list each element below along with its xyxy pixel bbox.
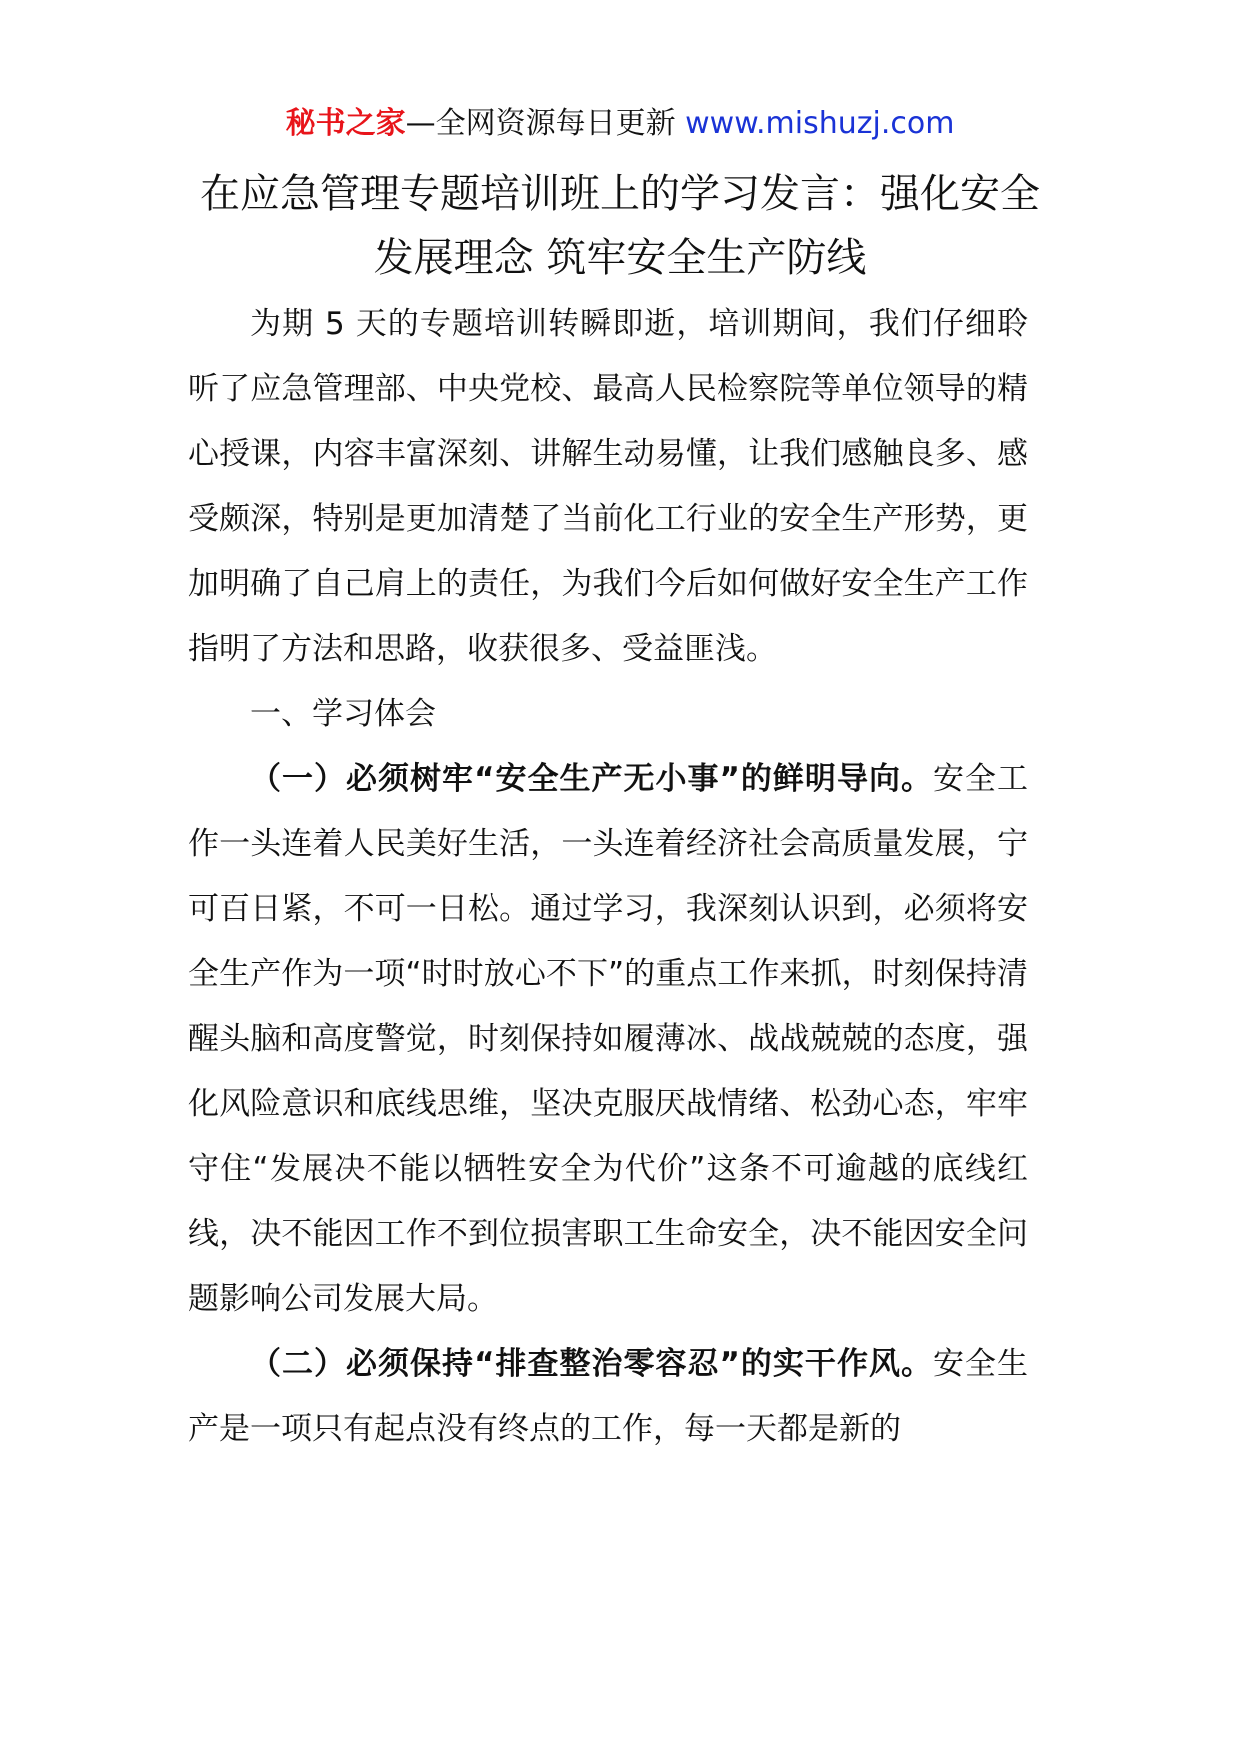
paragraph-lead: （一）必须树牢“安全生产无小事”的鲜明导向。 bbox=[250, 761, 933, 797]
document-title: 在应急管理专题培训班上的学习发言：强化安全发展理念 筑牢安全生产防线 bbox=[200, 171, 1040, 281]
document-body bbox=[188, 292, 1028, 1462]
site-tagline: —全网资源每日更新 bbox=[405, 106, 686, 141]
paragraph-point-2 bbox=[188, 1332, 1028, 1462]
site-url: www.mishuzj.com bbox=[685, 106, 955, 141]
paragraph-intro bbox=[188, 292, 1028, 682]
section-heading bbox=[188, 682, 1028, 747]
paragraph-text: 安全生产是一项只有起点没有终点的工作，每一天都是新的 bbox=[188, 1346, 1029, 1447]
paragraph-lead: （二）必须保持“排查整治零容忍”的实干作风。 bbox=[250, 1346, 933, 1382]
paragraph-text: 安全工作一头连着人民美好生活，一头连着经济社会高质量发展，宁可百日紧，不可一日松。通过学习，我深刻认识到，必须将安全生产作为一项“时时放心不下”的重点工作来抓，时刻保持清醒头脑和高度警觉，时刻保持如履薄冰、战战兢兢的态度，强化风险意识和底线思维，坚决克服厌战情绪、松劲心态，牢牢守住“发展决不能以牺牲安全为代价”这条不可逾越的底线红线，决不能因工作不到位损害职工生命安全，决不能因安全问题影响公司发展大局。 bbox=[188, 761, 1029, 1317]
site-name: 秘书之家 bbox=[285, 106, 406, 141]
paragraph-text: 为期 5 天的专题培训转瞬即逝，培训期间，我们仔细聆听了应急管理部、中央党校、最高人民检察院等单位领导的精心授课，内容丰富深刻、讲解生动易懂，让我们感触良多、感受颇深，特别是更加清楚了当前化工行业的安全生产形势，更加明确了自己肩上的责任，为我们今后如何做好安全生产工作指明了方法和思路，收获很多、受益匪浅。 bbox=[188, 306, 1028, 667]
watermark-header bbox=[0, 104, 1240, 144]
section-heading-text: 一、学习体会 bbox=[250, 696, 436, 732]
paragraph-point-1 bbox=[188, 747, 1028, 1332]
